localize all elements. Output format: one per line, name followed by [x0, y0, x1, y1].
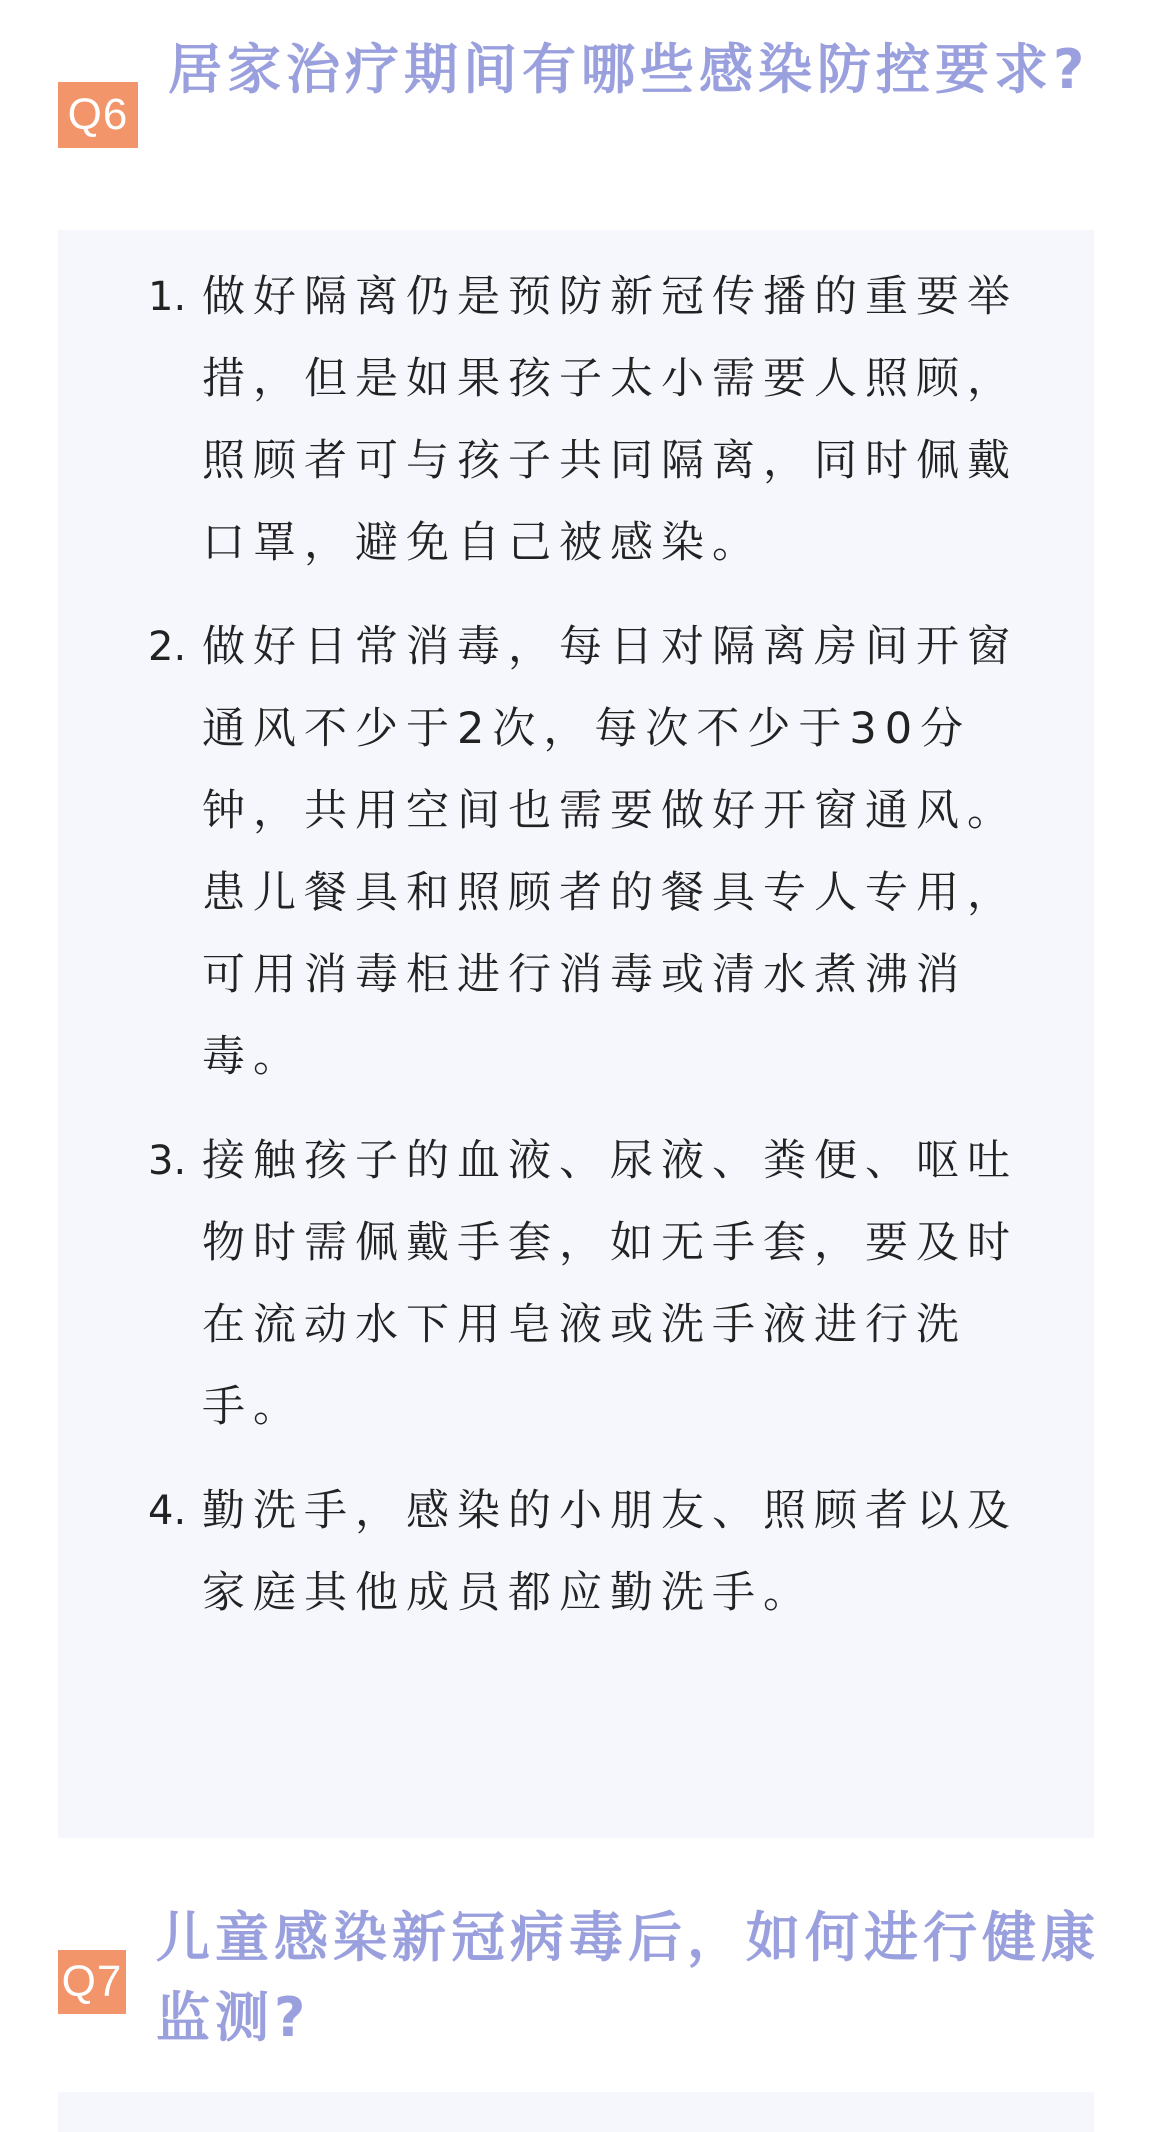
list-item-number: 3.	[148, 1138, 187, 1184]
question-title-q6: 居家治疗期间有哪些感染防控要求?	[168, 38, 1090, 101]
list-item-number: 4.	[148, 1488, 187, 1534]
question-badge-q6: Q6	[58, 82, 138, 148]
list-item	[148, 1120, 1038, 1448]
list-item-text: 做好隔离仍是预防新冠传播的重要举措，但是如果孩子太小需要人照顾，照顾者可与孩子共同隔离，同时佩戴口罩，避免自己被感染。	[202, 272, 1018, 568]
list-item-number: 1.	[148, 274, 187, 320]
list-item-text: 接触孩子的血液、尿液、粪便、呕吐物时需佩戴手套，如无手套，要及时在流动水下用皂液或洗手液进行洗手。	[202, 1136, 1018, 1432]
list-item-number: 2.	[148, 624, 187, 670]
list-item-text: 做好日常消毒，每日对隔离房间开窗通风不少于2次，每次不少于30分钟，共用空间也需要做好开窗通风。患儿餐具和照顾者的餐具专人专用，可用消毒柜进行消毒或清水煮沸消毒。	[202, 622, 1018, 1082]
list-item	[148, 1470, 1038, 1634]
list-item	[148, 256, 1038, 584]
answer-card-q7	[58, 2092, 1094, 2132]
list-item-text: 勤洗手，感染的小朋友、照顾者以及家庭其他成员都应勤洗手。	[202, 1486, 1018, 1618]
answer-list-q6	[148, 256, 1038, 1656]
list-item	[148, 606, 1038, 1098]
question-badge-q7: Q7	[58, 1950, 126, 2014]
question-title-q7: 儿童感染新冠病毒后，如何进行健康监测?	[156, 1906, 1100, 2049]
